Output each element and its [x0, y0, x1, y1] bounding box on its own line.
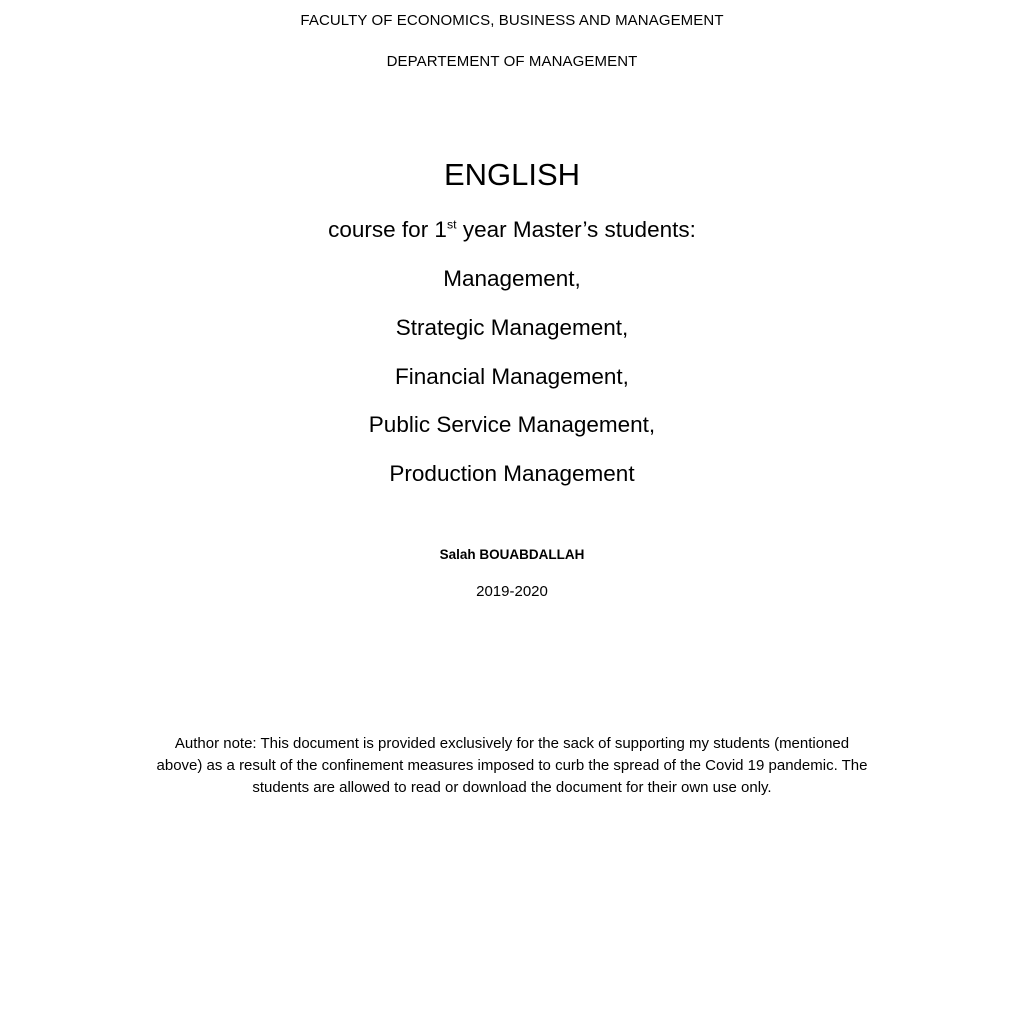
faculty-heading: FACULTY OF ECONOMICS, BUSINESS AND MANAGEMENT — [300, 12, 724, 29]
course-line — [0, 217, 1024, 243]
course-prefix: course for 1 — [328, 217, 447, 242]
author-note-line: above) as a result of the confinement measures imposed to curb the spread of the Covid 19 pandemic. The — [156, 757, 868, 774]
program-item: Management, — [443, 266, 581, 291]
author-note — [112, 733, 912, 799]
author-note-line: Author note: This document is provided exclusively for the sack of supporting my students (mentioned — [174, 735, 850, 752]
course-superscript: st — [446, 217, 457, 232]
author-note-line: students are allowed to read or download the document for their own use only. — [252, 779, 772, 796]
academic-year: 2019-2020 — [476, 583, 548, 600]
document-title: ENGLISH — [443, 157, 581, 192]
program-item: Public Service Management, — [368, 412, 656, 437]
program-item: Financial Management, — [395, 364, 629, 389]
course-suffix: year Master’s students: — [456, 217, 696, 242]
program-item: Strategic Management, — [395, 315, 629, 340]
department-heading: DEPARTEMENT OF MANAGEMENT — [386, 53, 638, 70]
program-item: Production Management — [389, 461, 635, 486]
author-name: Salah BOUABDALLAH — [439, 547, 585, 562]
